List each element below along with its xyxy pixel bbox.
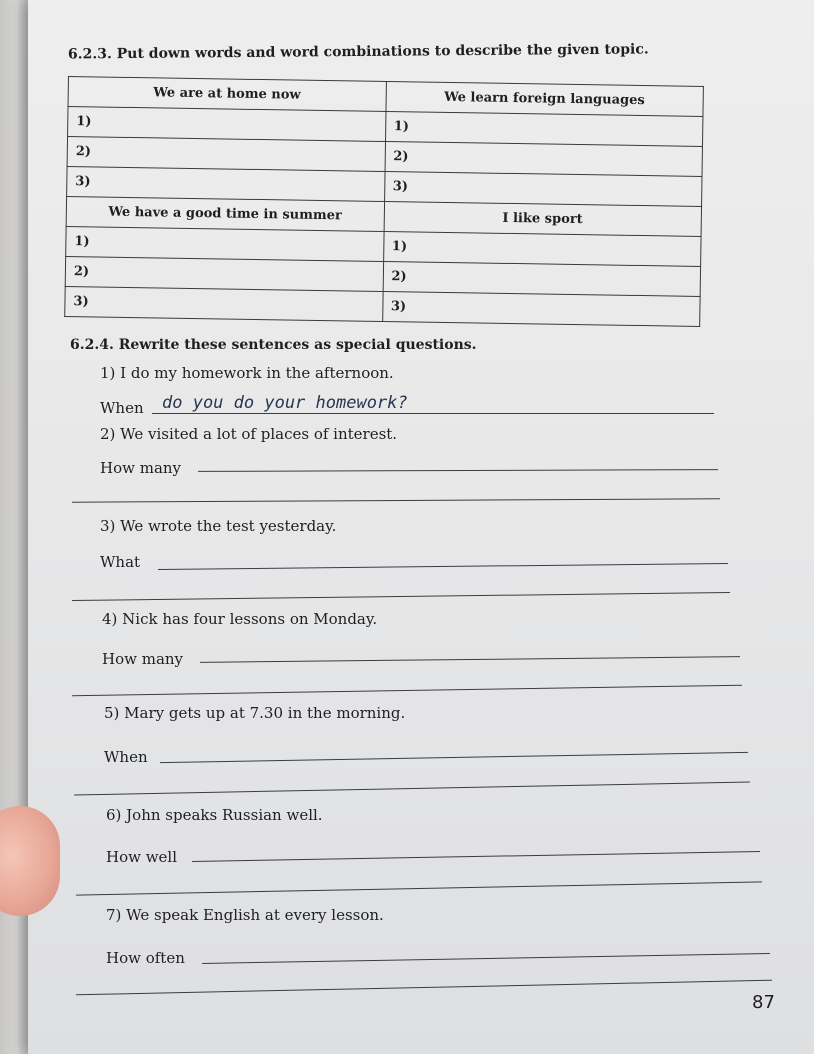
task-heading-6-2-4: 6.2.4. Rewrite these sentences as special questions.	[70, 337, 477, 353]
topic-cell[interactable]: 3)	[65, 286, 383, 321]
question-stem: How many	[102, 650, 184, 668]
answer-line[interactable]	[152, 413, 714, 414]
source-sentence: 1) I do my homework in the afternoon.	[100, 364, 394, 382]
topic-title: We learn foreign languages	[385, 81, 703, 116]
source-sentence: 2) We visited a lot of places of interest.	[100, 425, 398, 443]
task-heading-6-2-3: 6.2.3. Put down words and word combinations to describe the given topic.	[67, 41, 649, 63]
topic-title: We have a good time in summer	[66, 196, 384, 231]
source-sentence: 4) Nick has four lessons on Monday.	[102, 610, 378, 628]
topic-title: I like sport	[384, 201, 702, 236]
page-number: 87	[752, 992, 775, 1013]
source-sentence: 6) John speaks Russian well.	[106, 806, 323, 824]
topic-cell[interactable]: 3)	[384, 171, 702, 206]
topic-cell[interactable]: 1)	[383, 231, 701, 266]
question-stem: When	[104, 748, 148, 766]
topic-cell[interactable]: 3)	[382, 291, 700, 326]
topic-cell[interactable]: 1)	[68, 107, 386, 142]
question-stem: How often	[106, 949, 185, 967]
question-stem: How well	[106, 848, 178, 866]
topic-cell[interactable]: 2)	[385, 141, 703, 176]
thumb	[0, 806, 60, 916]
source-sentence: 5) Mary gets up at 7.30 in the morning.	[104, 704, 406, 722]
topic-cell[interactable]: 1)	[385, 111, 703, 146]
question-stem: What	[100, 553, 141, 571]
topic-cell[interactable]: 2)	[383, 261, 701, 296]
topic-cell[interactable]: 3)	[67, 166, 385, 201]
source-sentence: 7) We speak English at every lesson.	[106, 906, 384, 924]
source-sentence: 3) We wrote the test yesterday.	[100, 517, 337, 535]
handwritten-answer: do you do your homework?	[162, 393, 408, 413]
question-stem: How many	[100, 459, 182, 477]
question-stem: When	[100, 399, 144, 417]
topics-table	[64, 76, 704, 327]
topic-cell[interactable]: 2)	[65, 256, 383, 291]
topic-cell[interactable]: 1)	[66, 226, 384, 261]
topic-title: We are at home now	[68, 77, 386, 112]
topic-cell[interactable]: 2)	[67, 137, 385, 172]
